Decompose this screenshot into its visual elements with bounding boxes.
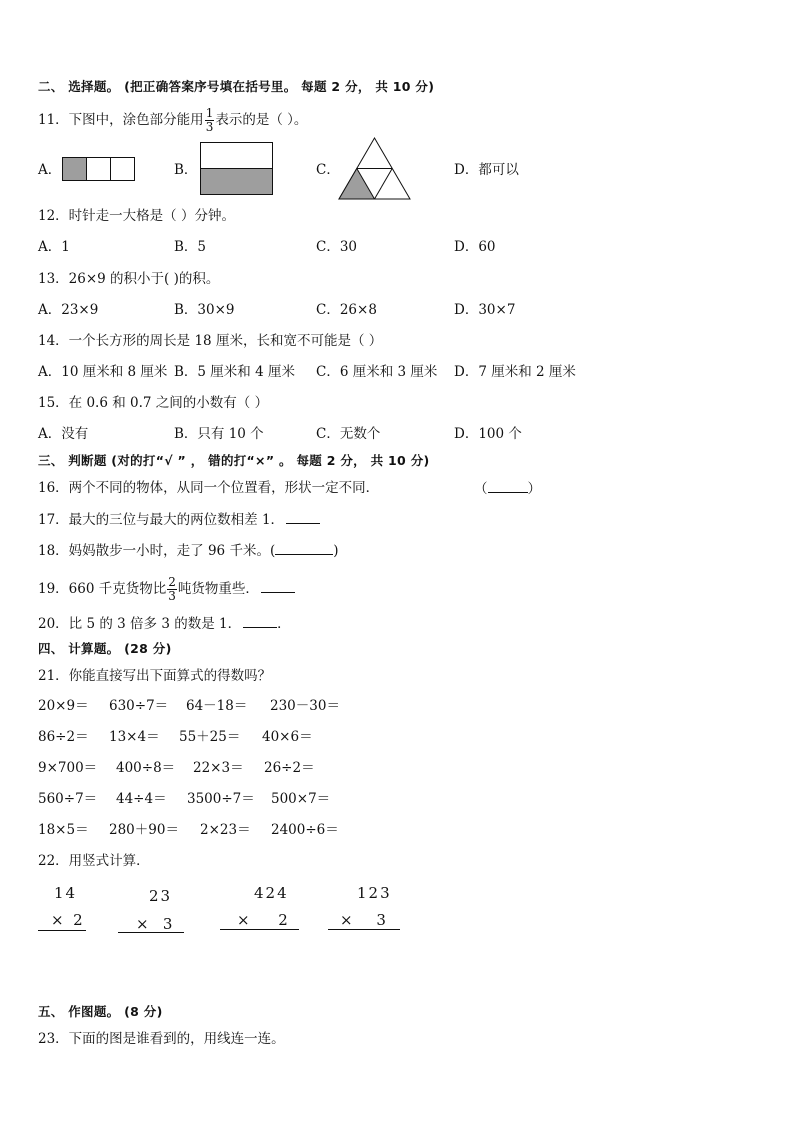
vertical-problem[interactable] <box>118 887 188 937</box>
q17-answer-blank[interactable] <box>286 510 320 524</box>
question-14: 14．一个长方形的周长是 18 厘米，长和宽不可能是（ ） <box>38 333 383 349</box>
q13-option-d: D．30×7 <box>454 302 516 318</box>
question-23: 23．下面的图是谁看到的，用线连一连。 <box>38 1031 285 1047</box>
section-2-title: 二、 选择题。 (把正确答案序号填在括号里。 每题 2 分， 共 10 分) <box>38 79 435 94</box>
multiplicand: 23 <box>149 887 173 905</box>
multiplicand: 424 <box>254 884 289 902</box>
figure-three-squares <box>62 157 136 183</box>
calc-item[interactable]: 13×4＝ <box>109 729 160 745</box>
q19-suffix: 吨货物重些． <box>177 581 259 597</box>
q19-prefix: 19．660 千克货物比 <box>38 581 167 597</box>
calc-item[interactable]: 500×7＝ <box>271 791 331 807</box>
q11-prefix: 11．下图中，涂色部分能用 <box>38 112 204 128</box>
question-18 <box>38 541 339 560</box>
fraction-numerator: 1 <box>205 106 214 120</box>
calc-item[interactable]: 40×6＝ <box>262 729 313 745</box>
calc-item[interactable]: 400÷8＝ <box>116 760 176 776</box>
times-sign: × <box>136 915 149 933</box>
calc-item[interactable]: 2400÷6＝ <box>271 822 339 838</box>
fraction-denominator: 3 <box>205 120 214 134</box>
calc-item[interactable]: 22×3＝ <box>193 760 244 776</box>
fraction-one-third <box>205 107 215 134</box>
calc-item[interactable]: 26÷2＝ <box>264 760 315 776</box>
q18-answer-blank[interactable] <box>275 541 333 555</box>
q13-option-a: A．23×9 <box>38 302 99 318</box>
q16-paren-left: （ <box>474 481 488 497</box>
vertical-problem[interactable] <box>220 884 302 934</box>
result-line <box>38 930 86 931</box>
multiplier: 2 <box>278 911 288 929</box>
section-4-title: 四、 计算题。 (28 分) <box>38 641 172 656</box>
calc-item[interactable]: 280＋90＝ <box>109 822 179 838</box>
section-3-title: 三、 判断题 (对的打“√ ” ， 错的打“×” 。 每题 2 分， 共 10 分) <box>38 453 430 468</box>
section-5-title: 五、 作图题。 (8 分) <box>38 1004 163 1019</box>
calc-item[interactable]: 20×9＝ <box>38 698 89 714</box>
q14-option-b: B．5 厘米和 4 厘米 <box>174 364 295 380</box>
q15-option-b: B．只有 10 个 <box>174 426 264 442</box>
multiplicand: 123 <box>357 884 392 902</box>
question-21: 21．你能直接写出下面算式的得数吗？ <box>38 668 272 684</box>
q12-option-d: D．60 <box>454 239 496 255</box>
calc-item[interactable]: 3500÷7＝ <box>187 791 255 807</box>
answer-blank <box>488 479 528 493</box>
question-19 <box>38 576 295 603</box>
question-13: 13．26×9 的积小于( )的积。 <box>38 271 220 287</box>
multiplier-row <box>340 911 386 929</box>
calc-item[interactable]: 230－30＝ <box>270 698 340 714</box>
calc-item[interactable]: 64－18＝ <box>186 698 248 714</box>
q15-option-c: C．无数个 <box>316 426 381 442</box>
q11-option-a: A． <box>38 162 62 178</box>
calc-item[interactable]: 18×5＝ <box>38 822 89 838</box>
calc-item[interactable]: 630÷7＝ <box>109 698 169 714</box>
times-sign: × <box>340 911 353 929</box>
calc-item[interactable]: 44÷4＝ <box>116 791 167 807</box>
q20-end: ． <box>277 616 291 632</box>
q20-stem: 20．比 5 的 3 倍多 3 的数是 1． <box>38 616 242 632</box>
q11-option-b: B． <box>174 162 198 178</box>
calc-item[interactable]: 9×700＝ <box>38 760 98 776</box>
question-12: 12．时针走一大格是（ ）分钟。 <box>38 208 235 224</box>
multiplier-row <box>51 911 83 929</box>
q18-stem: 18．妈妈散步一小时，走了 96 千米。( <box>38 543 276 559</box>
times-sign: × <box>51 911 64 929</box>
vertical-problem[interactable] <box>328 884 402 934</box>
result-line <box>328 929 400 930</box>
q14-option-d: D．7 厘米和 2 厘米 <box>454 364 576 380</box>
question-11 <box>38 107 307 134</box>
calc-item[interactable]: 55＋25＝ <box>179 729 241 745</box>
q15-option-d: D．100 个 <box>454 426 522 442</box>
q19-answer-blank[interactable] <box>261 579 295 593</box>
q14-option-a: A．10 厘米和 8 厘米 <box>38 364 168 380</box>
question-22: 22．用竖式计算． <box>38 853 150 869</box>
fraction-denominator: 3 <box>168 589 176 603</box>
multiplicand: 14 <box>54 884 78 902</box>
vertical-problem[interactable] <box>38 884 98 934</box>
q14-option-c: C．6 厘米和 3 厘米 <box>316 364 438 380</box>
q20-answer-blank[interactable] <box>243 614 277 628</box>
q11-option-d: D．都可以 <box>454 162 519 178</box>
multiplier: 2 <box>73 911 83 929</box>
result-line <box>118 932 184 933</box>
q16-paren-right: ） <box>527 481 541 497</box>
question-17 <box>38 510 320 529</box>
question-20 <box>38 614 291 633</box>
q16-answer-blank[interactable] <box>474 479 541 498</box>
calc-item[interactable]: 86÷2＝ <box>38 729 89 745</box>
q11-option-c: C． <box>316 162 340 178</box>
result-line <box>220 929 299 930</box>
q11-suffix: 表示的是（ ）。 <box>215 112 308 128</box>
times-sign: × <box>237 911 250 929</box>
fraction-two-thirds <box>167 576 177 603</box>
question-15: 15．在 0.6 和 0.7 之间的小数有（ ） <box>38 395 269 411</box>
multiplier: 3 <box>162 915 173 933</box>
q15-option-a: A．没有 <box>38 426 89 442</box>
fraction-numerator: 2 <box>168 575 176 589</box>
q13-option-c: C．26×8 <box>316 302 377 318</box>
q12-option-a: A．1 <box>38 239 70 255</box>
multiplier-row <box>136 915 172 933</box>
figure-triangle-partitioned <box>338 137 412 202</box>
question-16: 16．两个不同的物体，从同一个位置看，形状一定不同． <box>38 480 380 496</box>
multiplier: 3 <box>376 911 386 929</box>
q13-option-b: B．30×9 <box>174 302 235 318</box>
q12-option-b: B．5 <box>174 239 207 255</box>
q17-stem: 17．最大的三位与最大的两位数相差 1． <box>38 512 285 528</box>
calc-item[interactable]: 560÷7＝ <box>38 791 98 807</box>
q12-option-c: C．30 <box>316 239 358 255</box>
calc-item[interactable]: 2×23＝ <box>200 822 251 838</box>
figure-rectangle-shaded-half <box>200 142 274 197</box>
multiplier-row <box>237 911 288 929</box>
q18-paren-right: ) <box>333 543 339 559</box>
